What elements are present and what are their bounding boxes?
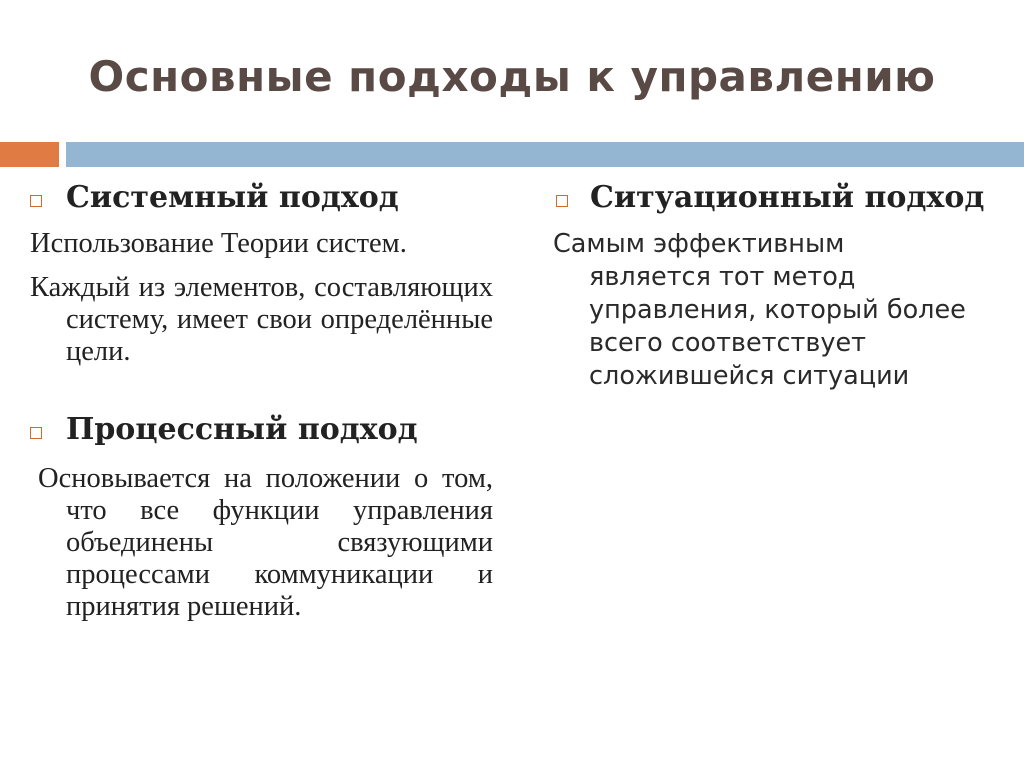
process-approach-heading: Процессный подход bbox=[66, 412, 418, 447]
process-approach-body: Основывается на положении о том, что все функции управления объединены связующими процессами коммуникации и принятия решений. bbox=[38, 463, 493, 622]
situational-approach-heading: Ситуационный подход bbox=[590, 180, 985, 215]
slide-title: Основные подходы к управлению bbox=[88, 52, 936, 101]
square-bullet-icon bbox=[30, 427, 42, 439]
accent-bar bbox=[0, 142, 59, 167]
system-approach-lead: Использование Теории систем. bbox=[30, 228, 407, 259]
situational-approach-body-first: Самым эффективным bbox=[553, 229, 845, 259]
situational-approach-body-rest: является тот метод управления, который более всего соответствует сложившейся ситуации bbox=[589, 262, 966, 391]
system-approach-body: Каждый из элементов, составляющих систему, имеет свои определённые цели. bbox=[30, 272, 493, 367]
header-divider-bar bbox=[66, 142, 1024, 167]
system-approach-heading: Системный подход bbox=[66, 180, 399, 215]
square-bullet-icon bbox=[556, 195, 568, 207]
square-bullet-icon bbox=[30, 195, 42, 207]
